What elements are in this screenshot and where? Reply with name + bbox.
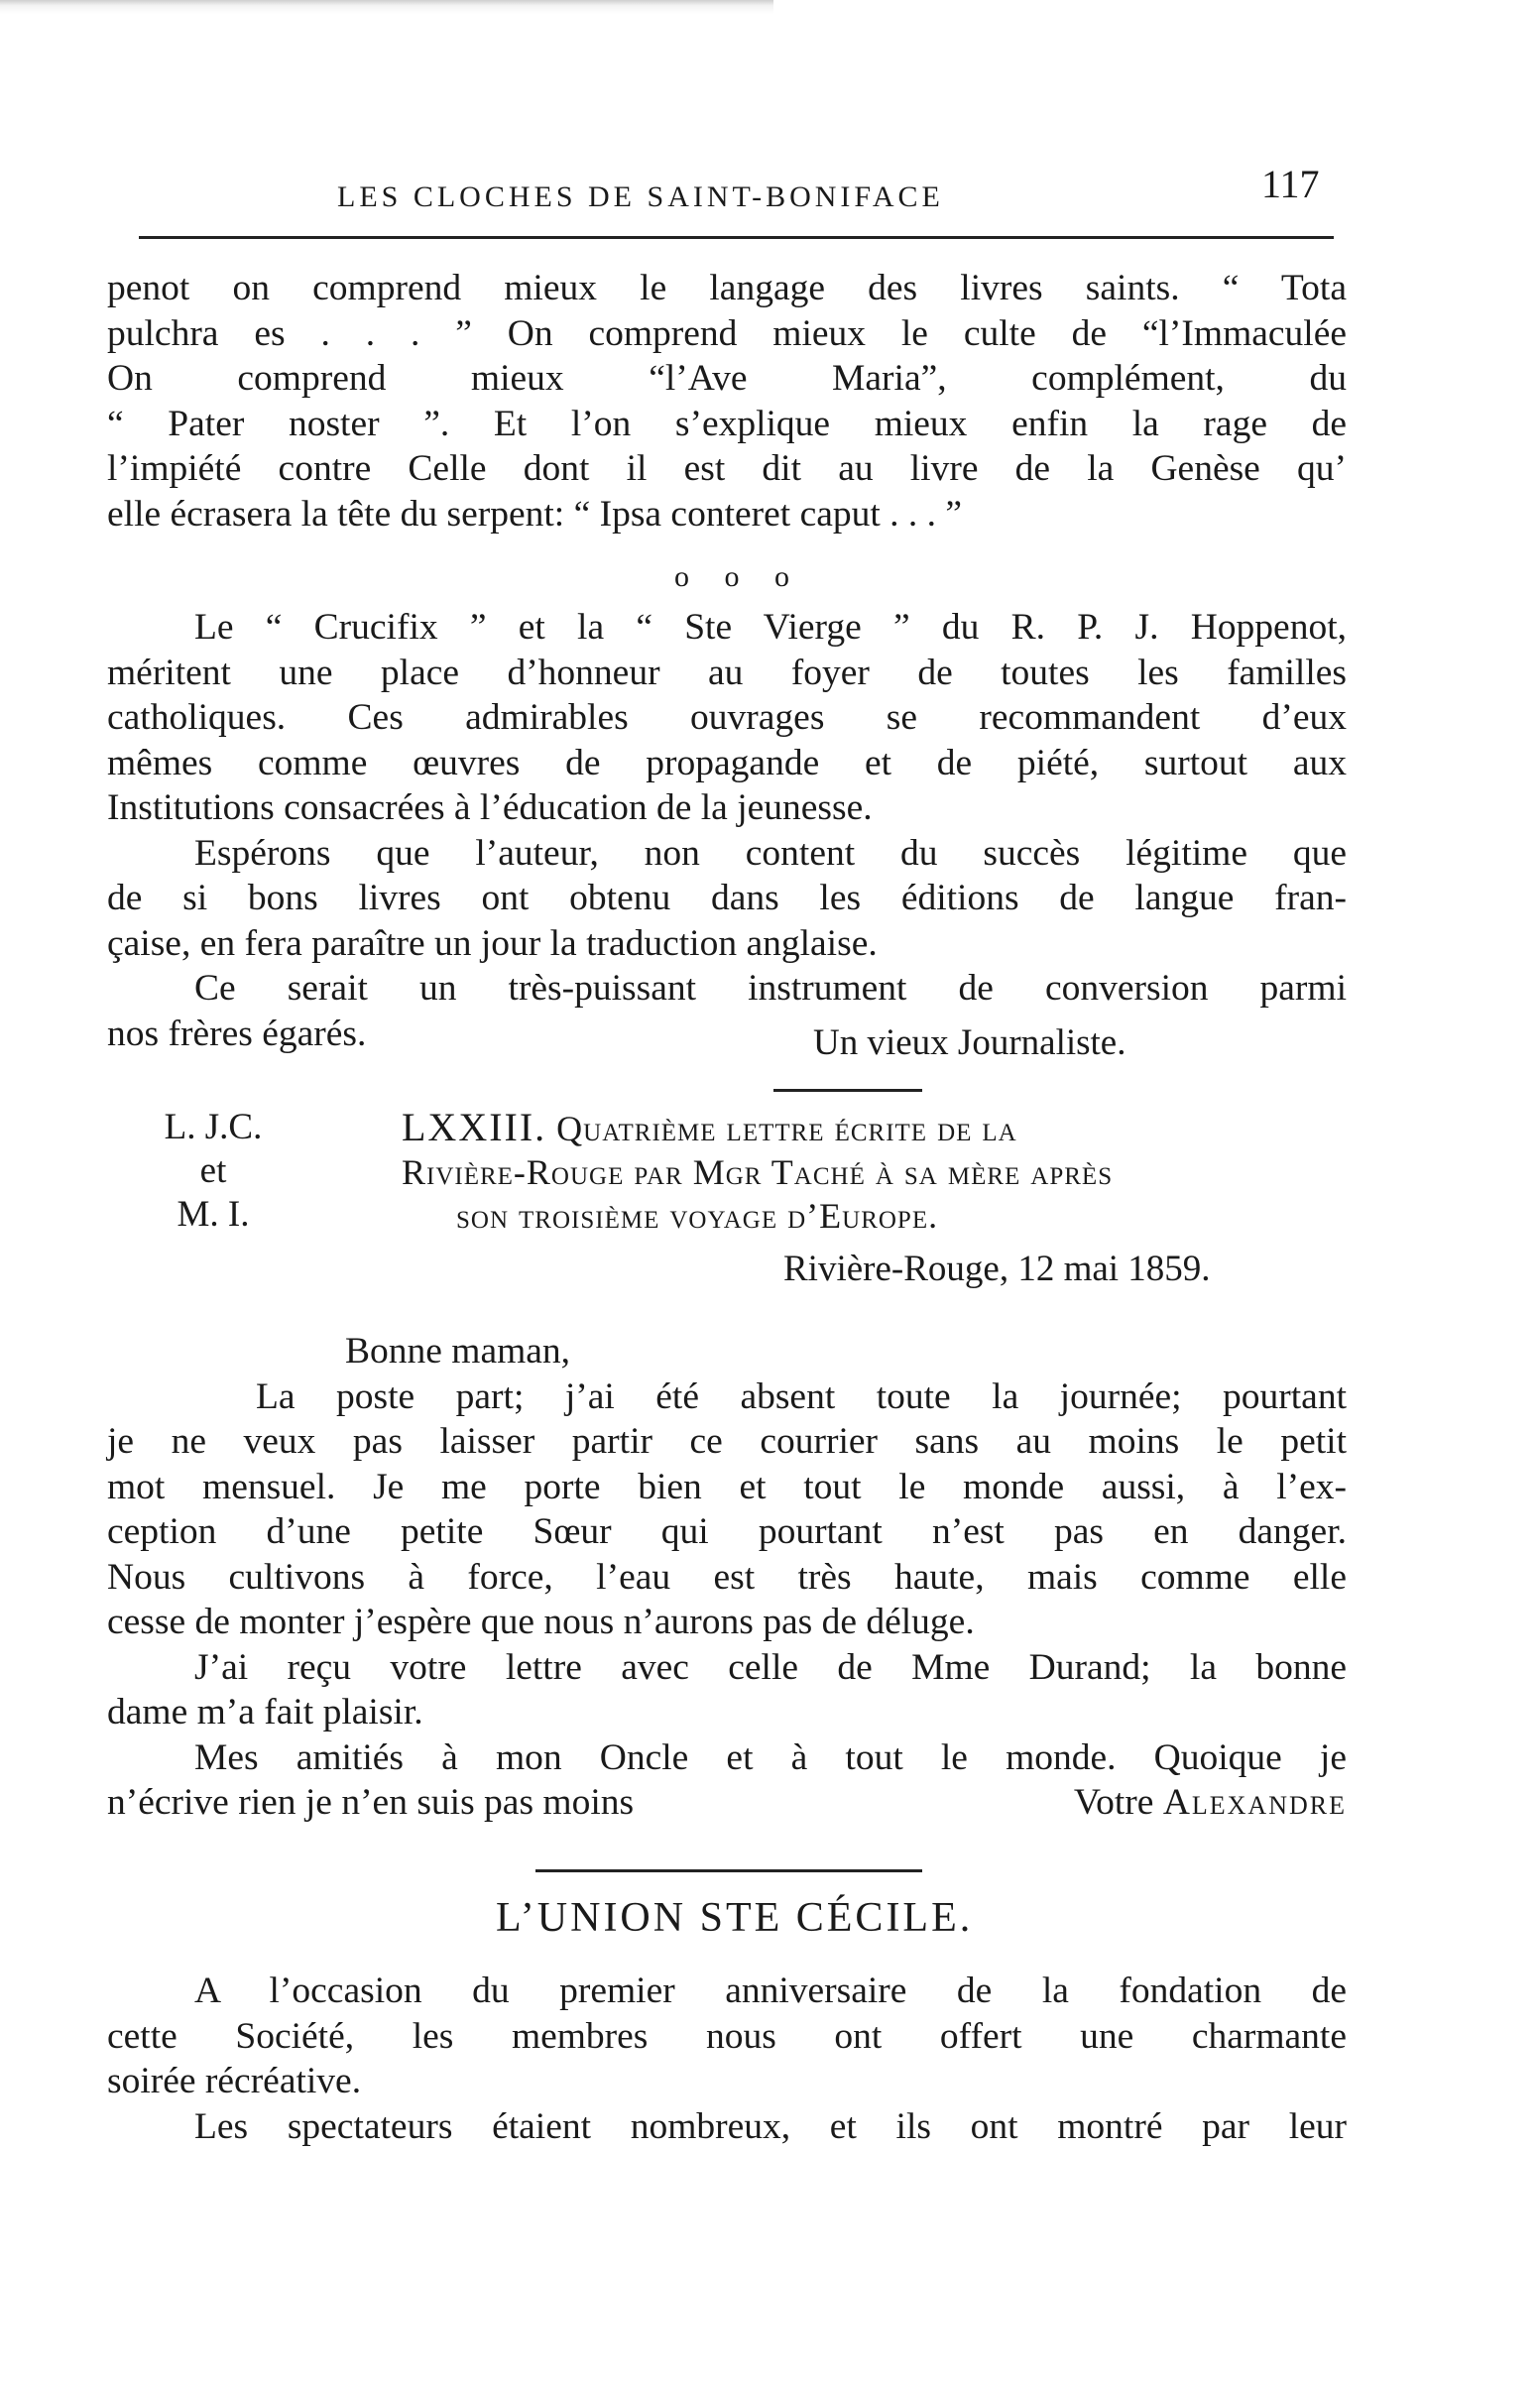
text-line: A l’occasion du premier anniversaire de la fondation de (194, 1971, 1347, 2011)
text-line: Mes amitiés à mon Oncle et à tout le monde. Quoique je (194, 1736, 1347, 1778)
scan-edge-shadow (0, 0, 773, 14)
text-line: l’impiété contre Celle dont il est dit au livre de la Genèse qu’ (107, 448, 1347, 489)
text-line: penot on comprend mieux le langage des livres saints. “ Tota (107, 268, 1347, 308)
text-line: mêmes comme œuvres de propagande et de piété, surtout aux (107, 742, 1347, 783)
letter-number: LXXIII. (402, 1105, 547, 1149)
section-title: L’UNION STE CÉCILE. (496, 1895, 974, 1941)
text-line: Institutions consacrées à l’éducation de la jeunesse. (107, 787, 873, 828)
text-line: n’écrive rien je n’en suis pas moins Votre Alexandre (107, 1780, 1347, 1826)
letter-body (107, 1329, 1347, 1826)
text-line: catholiques. Ces admirables ouvrages se recommandent d’eux (107, 697, 1347, 738)
paragraph-union-ste-cecile (107, 1969, 1347, 2149)
place-date: Rivière-Rouge, 12 mai 1859. (783, 1249, 1211, 1289)
text-line: je ne veux pas laisser partir ce courrier sans au moins le petit (107, 1421, 1347, 1462)
text-line: mot mensuel. Je me porte bien et tout le monde aussi, à l’ex- (107, 1466, 1347, 1507)
text-line: Le “ Crucifix ” et la “ Ste Vierge ” du R. P. J. Hoppenot, (194, 607, 1347, 648)
divider-rule (773, 1089, 922, 1092)
letter-title-line3: son troisième voyage d’Europe. (456, 1196, 939, 1236)
text-line: méritent une place d’honneur au foyer de toutes les familles (107, 652, 1347, 693)
text-line: J’ai reçu votre lettre avec celle de Mme Durand; la bonne (194, 1646, 1347, 1688)
text-line: nos frères égarés. (107, 1013, 367, 1054)
text-line: soirée récréative. (107, 2061, 362, 2101)
signature-journaliste: Un vieux Journaliste. (813, 1022, 1126, 1063)
text-line: ception d’une petite Sœur qui pourtant n’est pas en danger. (107, 1511, 1347, 1552)
text-line: pulchra es . . . ” On comprend mieux le culte de “l’Immaculée (107, 312, 1347, 354)
running-title: LES CLOCHES DE SAINT-BONIFACE (337, 180, 944, 213)
text-line: Espérons que l’auteur, non content du succès légitime que (194, 832, 1347, 874)
salutation: Bonne maman, (345, 1331, 571, 1372)
divider-rule (535, 1869, 922, 1872)
text-line: dame m’a fait plaisir. (107, 1692, 423, 1732)
text-line: La poste part; j’ai été absent toute la journée; pourtant (256, 1375, 1347, 1417)
section-separator: o o o (674, 560, 803, 593)
text-line: On comprend mieux “l’Ave Maria”, complément, du (107, 358, 1347, 399)
letter-title-line2: Rivière-Rouge par Mgr Taché à sa mère après (402, 1152, 1114, 1192)
paragraph-continuation (107, 266, 1347, 537)
letter-signature: Votre Alexandre (1073, 1782, 1347, 1823)
text-line: elle écrasera la tête du serpent: “ Ipsa conteret caput . . . ” (107, 493, 963, 535)
letter-title (402, 1106, 1294, 1238)
text-line: Les spectateurs étaient nombreux, et ils ont montré par leur (194, 2105, 1347, 2147)
text-line: de si bons livres ont obtenu dans les éditions de langue fran- (107, 878, 1347, 918)
text-line: cesse de monter j’espère que nous n’aurons pas de déluge. (107, 1602, 975, 1642)
text-line: Ce serait un très-puissant instrument de conversion parmi (194, 968, 1347, 1009)
header-rule (139, 236, 1334, 239)
text-line: Nous cultivons à force, l’eau est très haute, mais comme elle (107, 1556, 1347, 1598)
text-line: “ Pater noster ”. Et l’on s’explique mieux enfin la rage de (107, 403, 1347, 444)
paragraph-hoppenot (107, 605, 1347, 1056)
letter-title-line1: Quatrième lettre écrite de la (556, 1109, 1017, 1148)
page-number: 117 (1261, 162, 1320, 206)
text-line: cette Société, les membres nous ont offert une charmante (107, 2015, 1347, 2057)
text-line: çaise, en fera paraître un jour la traduction anglaise. (107, 922, 878, 964)
ljc-monogram: L. J.C. et M. I. (164, 1107, 263, 1235)
